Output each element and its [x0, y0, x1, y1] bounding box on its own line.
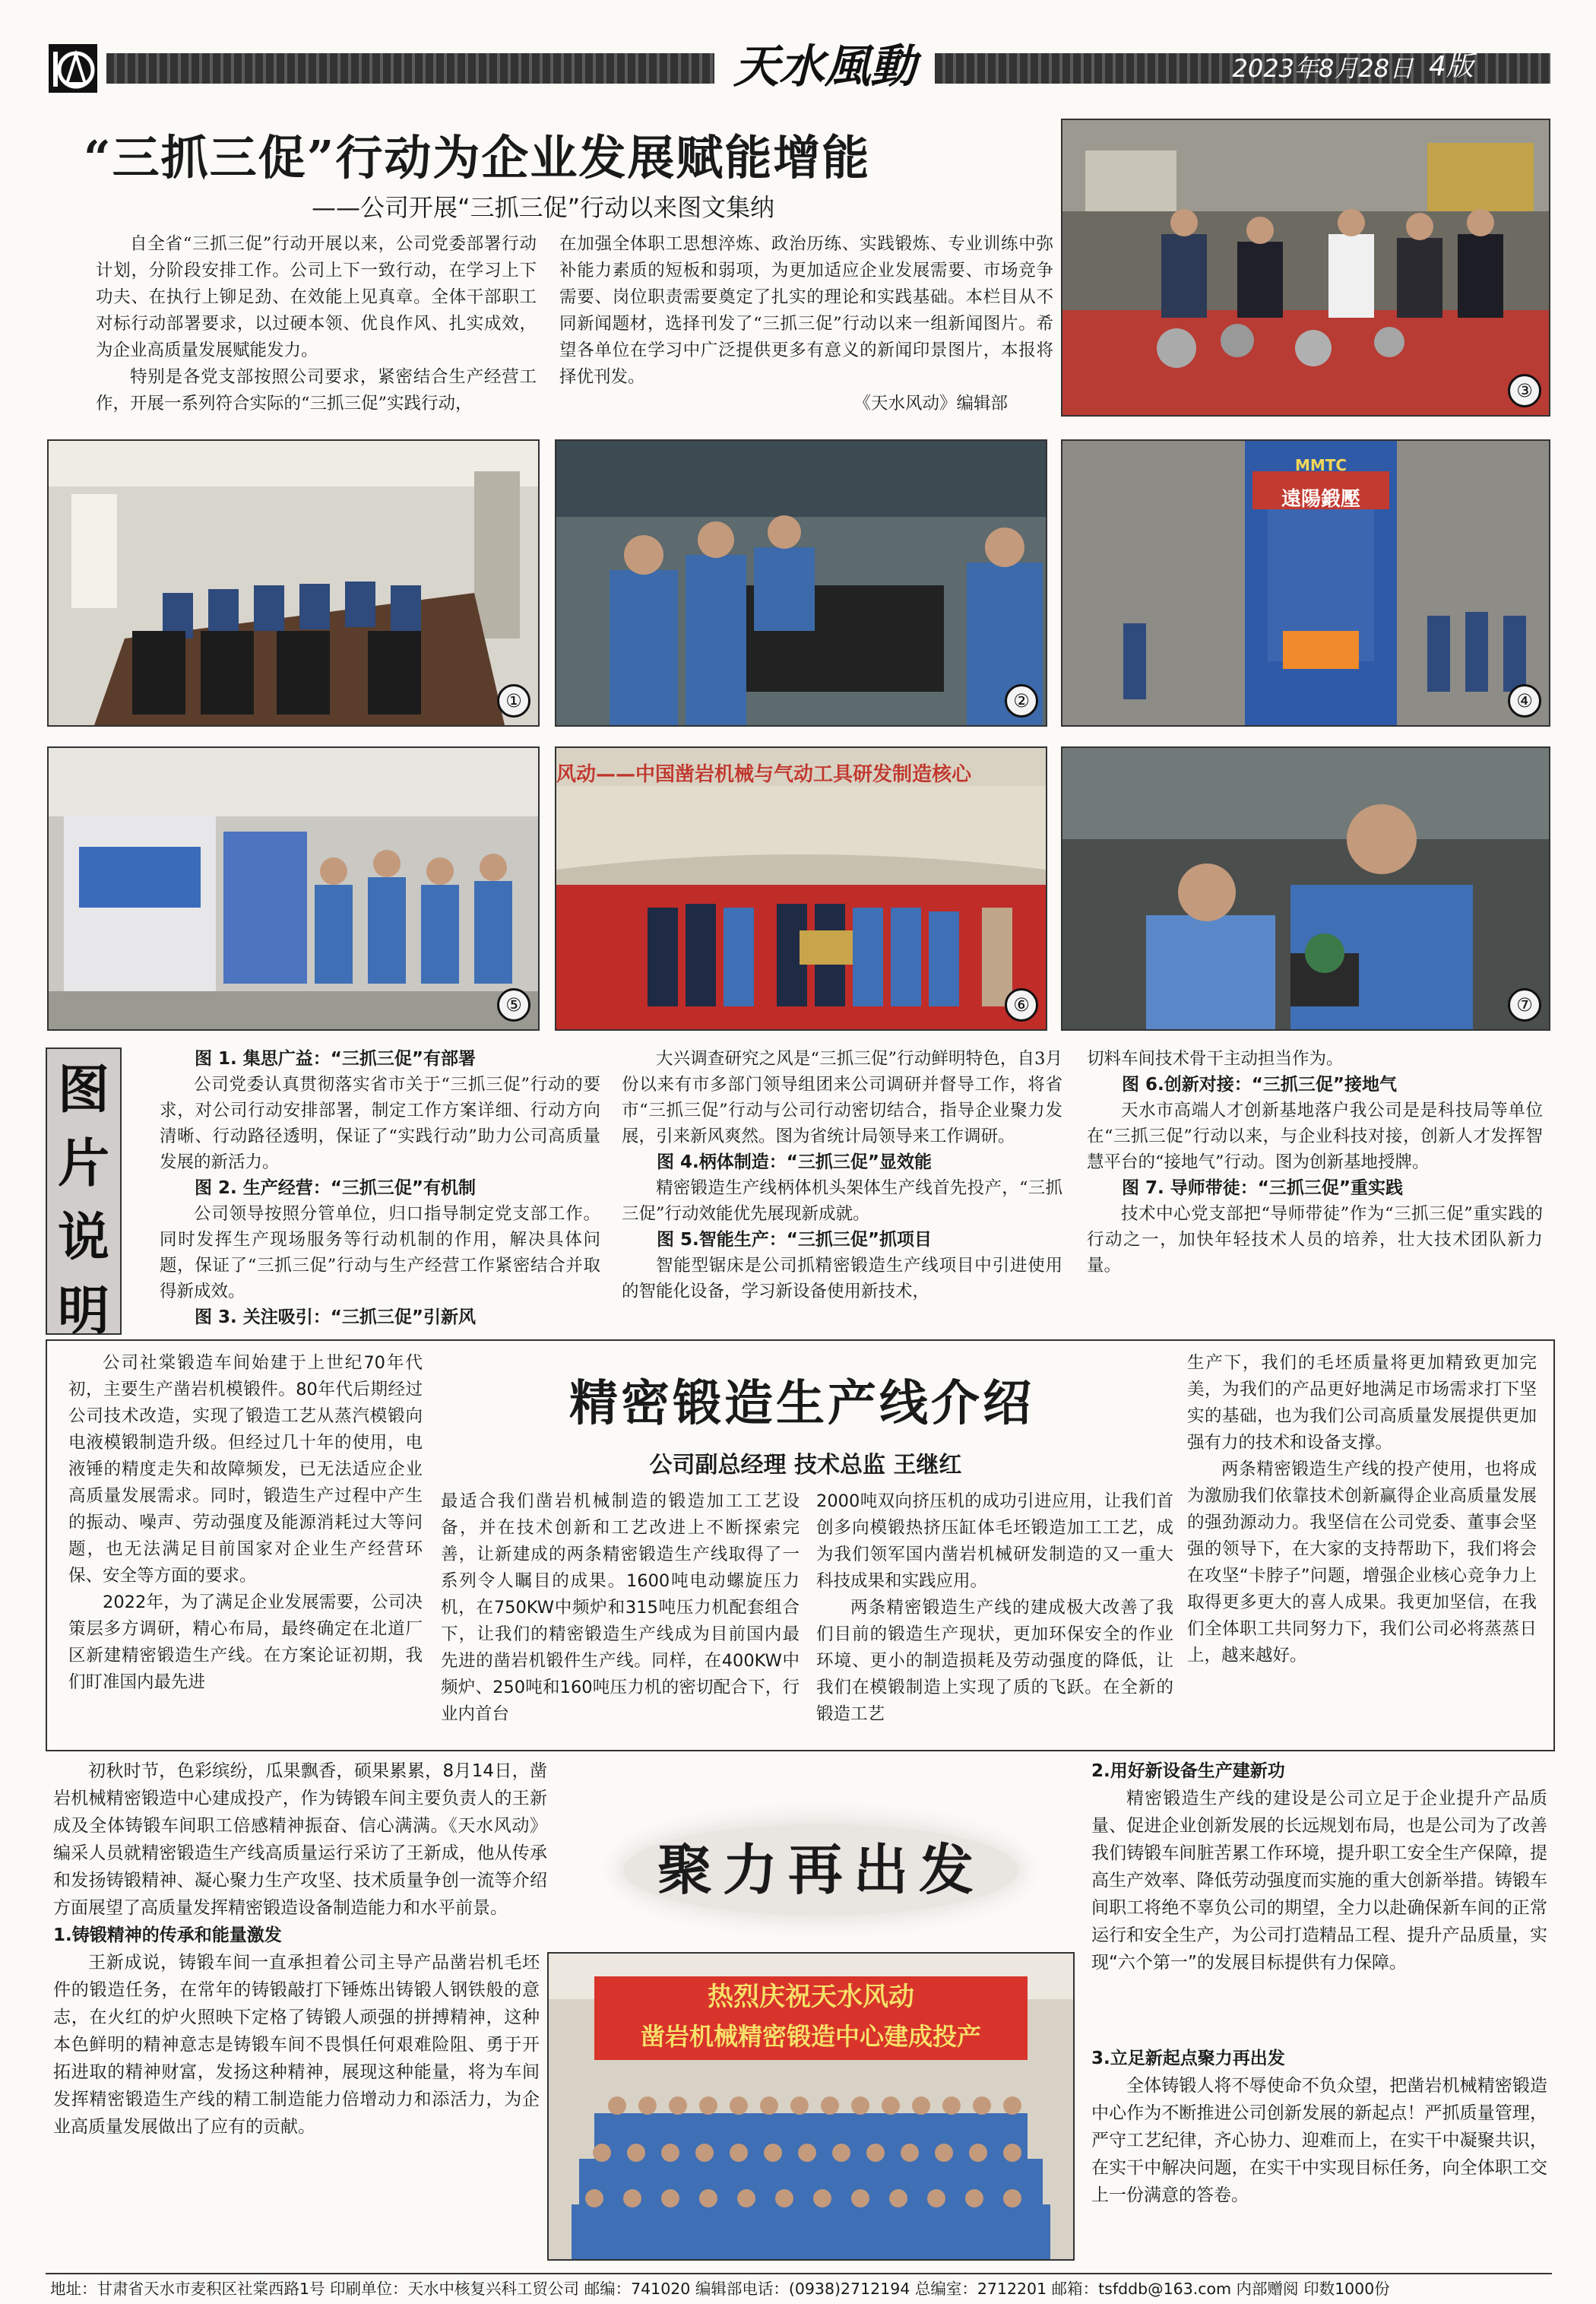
- caption-title: 图 1. 集思广益：“三抓三促”有部署: [195, 1049, 476, 1069]
- photo-6: [555, 746, 1047, 1031]
- article1-signature: 《天水风动》编辑部: [853, 394, 1008, 414]
- article3-group-photo: [547, 1952, 1075, 2261]
- article2-column-3: [816, 1488, 1173, 1732]
- photo-6-banner: 风动——中国凿岩机械与气动工具研发制造核心: [556, 763, 972, 786]
- photo-number: ⑥: [1005, 988, 1038, 1022]
- photo-captions-label: [46, 1047, 122, 1342]
- article2-column-1: [68, 1350, 423, 1730]
- photo-4-sign: 遠陽鍛壓: [1281, 488, 1360, 511]
- article2-column-4: [1187, 1350, 1537, 1730]
- label-char: 图: [57, 1060, 109, 1120]
- section-title: 3.立足新起点聚力再出发: [1091, 2049, 1285, 2068]
- photo-number: ⑤: [497, 988, 530, 1022]
- paragraph: 公司社棠锻造车间始建于上世纪70年代初，主要生产凿岩机模锻件。80年代后期经过公司技术改造，实现了锻造工艺从蒸汽模锻向电液模锻制造升级。但经过几十年的使用，电液锤的精度走失和故障频发，已无法适应企业高质量发展需求。同时，锻造生产过程中产生的振动、噪声、劳动强度及能源消耗过大等问题，也无法满足目前国家对企业生产经营环保、安全等方面的要求。: [68, 1353, 423, 1586]
- logo-icon: [49, 44, 97, 93]
- caption-title: 图 2. 生产经营：“三抓三促”有机制: [195, 1178, 476, 1198]
- photo-number: ⑦: [1508, 988, 1541, 1022]
- captions-column-2: [622, 1046, 1062, 1335]
- label-char: 明: [57, 1281, 109, 1342]
- photo-1-image: [49, 441, 538, 725]
- caption-title: 图 5.智能生产：“三抓三促”抓项目: [657, 1230, 932, 1250]
- caption-text: 大兴调查研究之风是“三抓三促”行动鲜明特色，自3月份以来有市多部门领导组团来公司调研并督导工作，将省市“三抓三促”行动与公司行动密切结合，指导企业聚力发展，引来新风爽然。图为省统计局领导来工作调研。: [622, 1049, 1062, 1146]
- label-char: 说: [57, 1207, 109, 1268]
- article2-title: 精密锻造生产线介绍: [569, 1375, 1034, 1432]
- article3-section-2: [1091, 1757, 1547, 2039]
- label-char: 片: [57, 1133, 109, 1194]
- photo-7: [1061, 746, 1550, 1031]
- masthead: 天水風動: [733, 40, 916, 93]
- captions-column-1: [160, 1046, 600, 1335]
- photo-2-image: [556, 441, 1046, 725]
- article3-intro-column: [53, 1757, 547, 1918]
- photo-3-image: [1062, 120, 1549, 415]
- paragraph: 最适合我们凿岩机械制造的锻造加工工艺设备，并在技术创新和工艺改进上不断探索完善，让新建成的两条精密锻造生产线取得了一系列令人瞩目的成果。1600吨电动螺旋压力机，在750KW中频炉和315吨压力机配套组合下，让我们的精密锻造生产线成为目前国内最先进的凿岩机锻件生产线。同样，在400KW中频炉、250吨和160吨压力机的密切配合下，行业内首台: [441, 1491, 800, 1724]
- photo-2: [555, 439, 1047, 727]
- article1-title: “三抓三促”行动为企业发展赋能增能: [84, 130, 871, 185]
- photo-5: [47, 746, 540, 1031]
- photo-number: ③: [1508, 374, 1541, 407]
- caption-title: 图 7. 导师带徒：“三抓三促”重实践: [1122, 1178, 1403, 1198]
- paragraph: 2022年，为了满足企业发展需要，公司决策层多方调研，精心布局，最终确定在北道厂区新建精密锻造生产线。在方案论证初期，我们盯准国内最先进: [68, 1593, 423, 1692]
- issue-date: 2023年8月28日: [1232, 54, 1414, 83]
- header-bar-left: [106, 53, 714, 84]
- photo-7-image: [1062, 748, 1549, 1029]
- section-title: 1.铸锻精神的传承和能量激发: [53, 1925, 282, 1945]
- banner-line-1: 热烈庆祝天水风动: [708, 1982, 914, 2012]
- article3-section-1: [53, 1922, 540, 2249]
- article3-title: 聚力再出发: [623, 1824, 1018, 1916]
- photo-4-subsign: MMTC: [1294, 456, 1347, 474]
- photo-number: ①: [497, 684, 530, 718]
- paragraph: 王新成说，铸锻车间一直承担着公司主导产品凿岩机毛坯件的锻造任务，在常年的铸锻敲打下锤炼出铸锻人钢铁般的意志，在火红的炉火照映下定格了铸锻人顽强的拼搏精神，这种本色鲜明的精神意志是铸锻车间不畏惧任何艰难险阻、勇于开拓进取的精神财富，发扬这种精神，展现这种能量，将为车间发挥精密锻造生产线的精工制造能力倍增动力和添活力，为企业高质量发展做出了应有的贡献。: [53, 1953, 540, 2137]
- photo-number: ④: [1508, 684, 1541, 718]
- caption-title: 图 6.创新对接：“三抓三促”接地气: [1122, 1075, 1397, 1095]
- paragraph: 初秋时节，色彩缤纷，瓜果飘香，硕果累累，8月14日，凿岩机械精密锻造中心建成投产，作为铸锻车间主要负责人的王新成及全体铸锻车间职工倍感精神振奋、信心满满。《天水风动》编采人员就精密锻造生产线高质量运行采访了王新成，他从传承和发扬铸锻精神、凝心聚力生产攻坚、技术质量争创一流等介绍方面展望了高质量发挥精密锻造设备制造能力和水平前景。: [53, 1761, 547, 1918]
- caption-text: 智能型锯床是公司抓精密锻造生产线项目中引进使用的智能化设备，学习新设备使用新技术，: [622, 1256, 1062, 1301]
- paragraph: 全体铸锻人将不辱使命不负众望，把凿岩机械精密锻造中心作为不断推进公司创新发展的新起点！严抓质量管理，严守工艺纪律，齐心协力、迎难而上，在实干中凝聚共识，在实干中解决问题，在实干中实现目标任务，向全体职工交上一份满意的答卷。: [1091, 2076, 1547, 2205]
- article2-byline: 公司副总经理 技术总监 王继红: [649, 1452, 962, 1478]
- paragraph: 精密锻造生产线的建设是公司立足于企业提升产品质量、促进企业创新发展的长远规划布局，也是公司为了改善我们铸锻车间脏苦累工作环境，提升职工安全生产保障，提高生产效率、降低劳动强度而实施的重大创新举措。铸锻车间职工将绝不辜负公司的期望，全力以赴确保新车间的正常运行和安全生产，为公司打造精品工程、提升产品质量，实现“六个第一”的发展目标提供有力保障。: [1091, 1789, 1547, 1973]
- paragraph: 在加强全体职工思想淬炼、政治历练、实践锻炼、专业训练中弥补能力素质的短板和弱项，为更加适应企业发展需要、市场竞争需要、岗位职责需要奠定了扎实的理论和实践基础。本栏目从不同新闻题材，选择刊发了“三抓三促”行动以来一组新闻图片。希望各单位在学习中广泛提供更多有意义的新闻印景图片，本报将择优刊发。: [559, 234, 1053, 387]
- photo-1: [47, 439, 540, 727]
- caption-title: 图 4.柄体制造：“三抓三促”显效能: [657, 1152, 932, 1172]
- article1-subtitle: ——公司开展“三抓三促”行动以来图文集纳: [312, 193, 775, 222]
- banner-line-2: 凿岩机械精密锻造中心建成投产: [640, 2022, 981, 2051]
- newspaper-logo: [49, 44, 97, 93]
- section-title: 2.用好新设备生产建新功: [1091, 1761, 1285, 1781]
- caption-text: 公司党委认真贯彻落实省市关于“三抓三促”行动的要求，对公司行动安排部署，制定工作方案详细、行动方向清晰、行动路径透明，保证了“实践行动”助力公司高质量发展的新活力。: [160, 1075, 600, 1172]
- paragraph: 特别是各党支部按照公司要求，紧密结合生产经营工作，开展一系列符合实际的“三抓三促”实践行动，: [96, 367, 537, 414]
- paragraph: 自全省“三抓三促”行动开展以来，公司党委部署行动计划，分阶段安排工作。公司上下一致行动，在学习上下功夫、在执行上铆足劲、在效能上见真章。全体干部职工对标行动部署要求，以过硬本领、优良作风、扎实成效，为企业高质量发展赋能发力。: [96, 234, 537, 360]
- article2-column-2: [441, 1488, 800, 1732]
- paragraph: 2000吨双向挤压机的成功引进应用，让我们首创多向模锻热挤压缸体毛坯锻造加工工艺，成为我们领军国内凿岩机械研发制造的又一重大科技成果和实践应用。: [816, 1491, 1173, 1591]
- article3-section-3: [1091, 2045, 1547, 2265]
- photo-4: [1061, 439, 1550, 727]
- photo-number: ②: [1005, 684, 1038, 718]
- photo-6-image: [556, 748, 1046, 1029]
- caption-text: 切料车间技术骨干主动担当作为。: [1087, 1049, 1344, 1069]
- captions-column-3: [1087, 1046, 1543, 1335]
- edition-number: 4版: [1429, 51, 1474, 82]
- paragraph: 两条精密锻造生产线的建成极大改善了我们目前的锻造生产现状，更加环保安全的作业环境、更小的制造损耗及劳动强度的降低，让我们在模锻制造上实现了质的飞跃。在全新的锻造工艺: [816, 1598, 1173, 1724]
- article1-column-2: [559, 231, 1053, 444]
- paragraph: 两条精密锻造生产线的投产使用，也将成为激励我们依靠技术创新赢得企业高质量发展的强劲源动力。我坚信在公司党委、董事会坚强的领导下，在大家的支持帮助下，我们将会在攻坚“卡脖子”问题，增强企业核心竞争力上取得更多更大的喜人成果。我更加坚信，在我们全体职工共同努力下，我们公司必将蒸蒸日上，越来越好。: [1187, 1459, 1537, 1665]
- caption-text: 公司领导按照分管单位，归口指导制定党支部工作。同时发挥生产现场服务等行动机制的作用，解决具体问题，保证了“三抓三促”行动与生产经营工作紧密结合并取得新成效。: [160, 1204, 600, 1301]
- paragraph: 生产下，我们的毛坯质量将更加精致更加完美，为我们的产品更好地满足市场需求打下坚实的基础，也为我们公司高质量发展提供更加强有力的技术和设备支撑。: [1187, 1353, 1537, 1453]
- footer-info: 地址：甘肃省天水市麦积区社棠西路1号 印刷单位：天水中核复兴科工贸公司 邮编：741020 编辑部电话：(0938)2712194 总编室：2712201 邮箱：tsfddb@163.com 内部赠阅 印数1000份: [50, 2280, 1390, 2298]
- photo-3: [1061, 119, 1550, 417]
- footer-rule: [46, 2273, 1552, 2274]
- caption-text: 精密锻造生产线柄体机头架体生产线首先投产，“三抓三促”行动效能优先展现新成就。: [622, 1178, 1062, 1224]
- caption-title: 图 3. 关注吸引：“三抓三促”引新风: [195, 1307, 476, 1327]
- caption-text: 技术中心党支部把“导师带徒”作为“三抓三促”重实践的行动之一，加快年轻技术人员的培养，壮大技术团队新力量。: [1087, 1204, 1543, 1276]
- photo-5-image: [49, 748, 538, 1029]
- caption-text: 天水市高端人才创新基地落户我公司是是科技局等单位在“三抓三促”行动以来，与企业科技对接，创新人才发挥智慧平台的“接地气”行动。图为创新基地授牌。: [1087, 1101, 1543, 1172]
- article1-column-1: [96, 231, 537, 444]
